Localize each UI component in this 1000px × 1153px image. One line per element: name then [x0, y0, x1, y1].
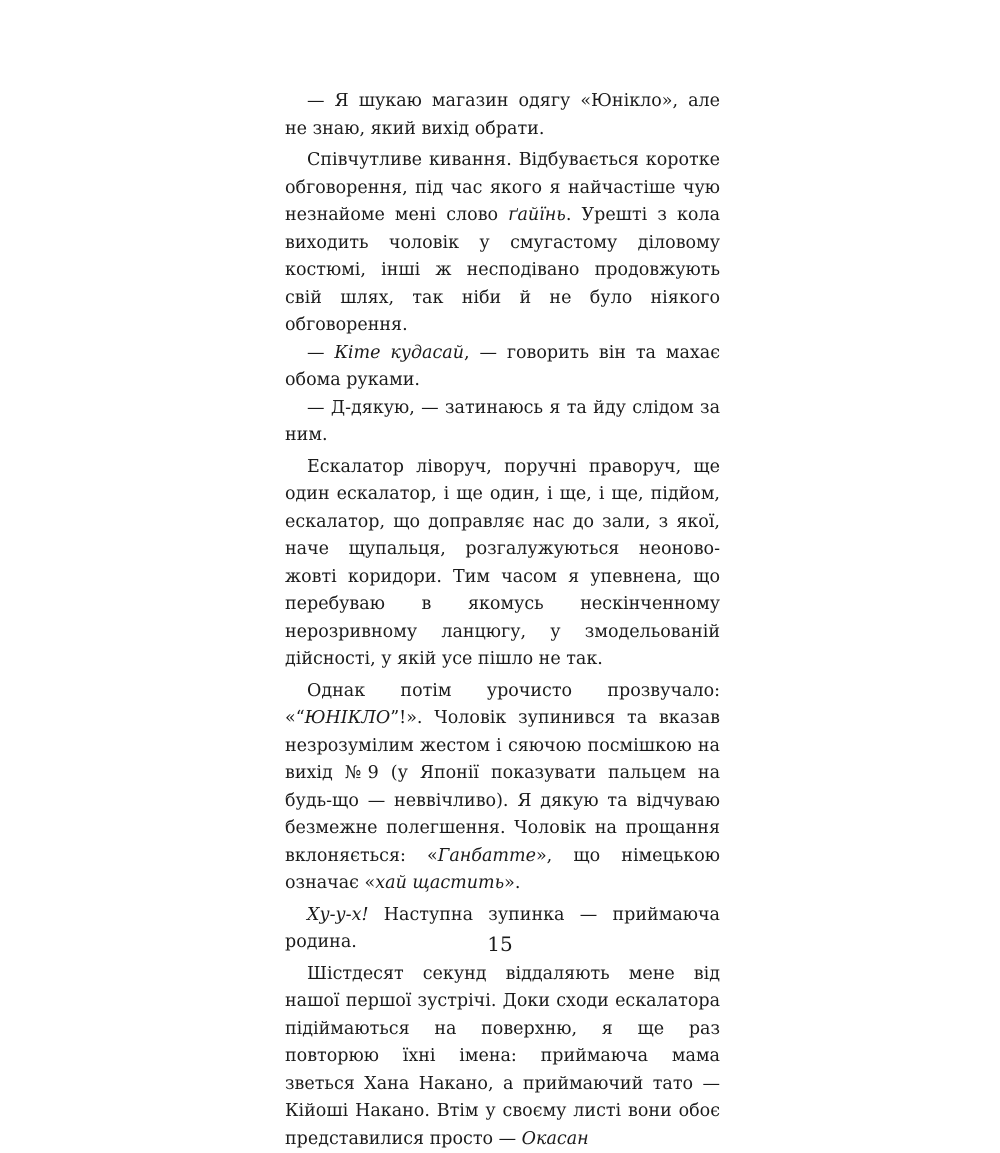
page-number: 15: [0, 932, 1000, 956]
paragraph-5: Ескалатор ліворуч, поручні праворуч, ще один ескалатор, і ще один, і ще, і ще, підйом, ескалатор, що доправляє нас до зали, з якої, наче щупальця, розгалужуються неоново-жовті коридори. Тим часом я упевнена, що перебуваю в якомусь нескінченному нерозривному ланцюгу, у змодельованій дійсності, у якій усе пішло не так.: [285, 454, 720, 674]
italic-term: Кіте кудасай: [334, 343, 464, 363]
paragraph-3: — Кіте кудасай, — говорить він та махає обома руками.: [285, 340, 720, 395]
italic-term: хай щастить: [375, 873, 504, 893]
paragraph-2: Співчутливе кивання. Відбувається коротке обговорення, під час якого я найчастіше чую незнайоме мені слово ґайїнь. Урешті з кола виходить чоловік у смугастому діловому костюмі, інші ж несподівано продовжують свій шлях, так ніби й не було ніякого обговорення.: [285, 147, 720, 340]
paragraph-7: Ху-у-х! Наступна зупинка — приймаюча родина.: [285, 902, 720, 957]
italic-term: Ганбатте: [438, 846, 536, 866]
paragraph-4: — Д-дякую, — затинаюсь я та йду слідом за ним.: [285, 395, 720, 450]
italic-term: Окасан: [522, 1129, 589, 1149]
italic-term: ґайїнь: [508, 205, 566, 225]
paragraph-6: Однак потім урочисто прозвучало: «“ЮНІКЛО”!». Чоловік зупинився та вказав незрозумілим жестом і сяючою посмішкою на вихід №9 (у Японії показувати пальцем на будь-що — неввічливо). Я дякую та відчуваю безмежне полегшення. Чоловік на прощання вклоняється: «Ганбатте», що німецькою означає «хай щастить».: [285, 678, 720, 898]
paragraph-1: — Я шукаю магазин одягу «Юнікло», але не знаю, який вихід обрати.: [285, 88, 720, 143]
paragraph-8: Шістдесят секунд віддаляють мене від нашої першої зустрічі. Доки сходи ескалатора підіймаються на поверхню, я ще раз повторюю їхні імена: приймаюча мама зветься Хана Накано, а приймаючий тато — Кійоші Накано. Втім у своєму листі вони обоє представилися просто — Окасан: [285, 961, 720, 1153]
italic-term: Ху-у-х!: [307, 905, 369, 925]
italic-term: ЮНІКЛО: [305, 708, 391, 728]
page-body: [285, 88, 720, 1153]
